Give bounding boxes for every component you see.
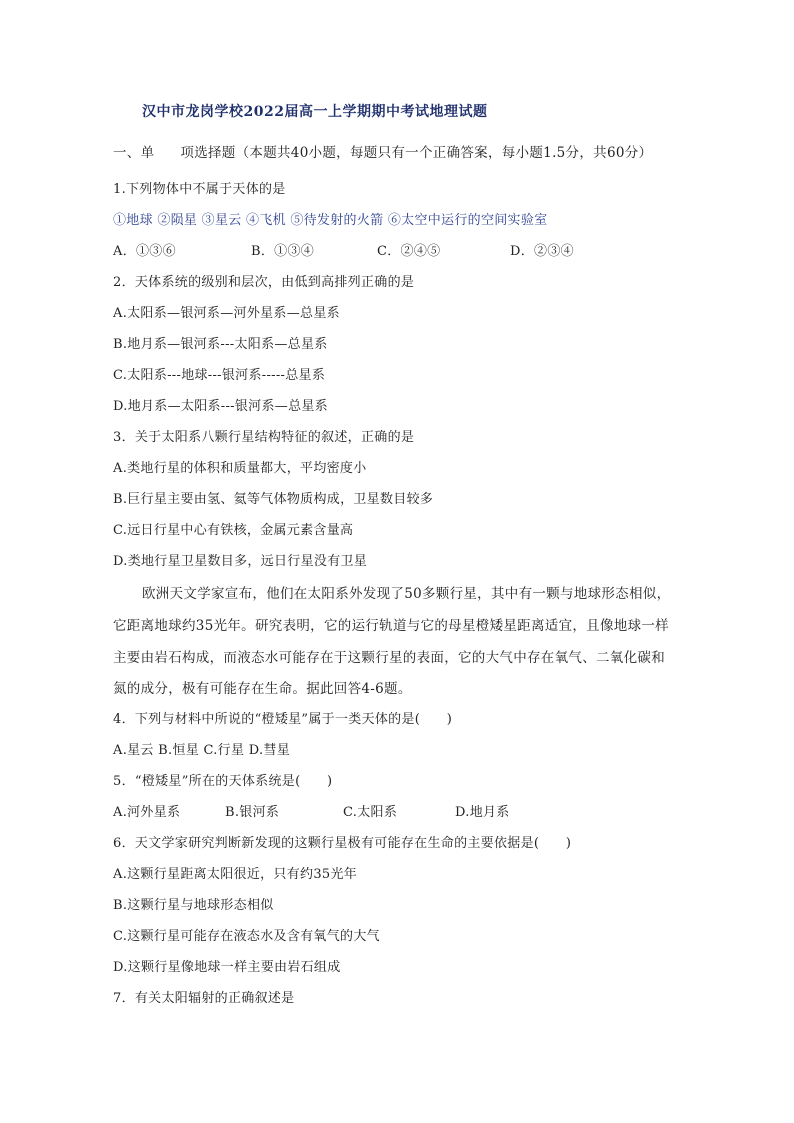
section-heading — [113, 143, 652, 163]
q5-option-b: B.银河系 — [225, 805, 280, 820]
q2-stem: 2．天体系统的级别和层次，由低到高排列正确的是 — [113, 275, 415, 290]
q3-stem: 3．关于太阳系八颗行星结构特征的叙述，正确的是 — [113, 430, 415, 445]
q6-option-a: A.这颗行星距离太阳很近，只有约35光年 — [113, 867, 358, 882]
q6-option-c: C.这颗行星可能存在液态水及含有氧气的大气 — [113, 929, 380, 944]
q2-option-a: A.太阳系—银河系—河外星系—总星系 — [113, 306, 340, 321]
material-line-3: 主要由岩石构成，而液态水可能存在于这颗行星的表面，它的大气中存在氧气、二氧化碳和 — [113, 650, 665, 666]
material-line-4: 氮的成分，极有可能存在生命。据此回答4-6题。 — [113, 681, 412, 697]
q2-option-c: C.太阳系---地球---银河系-----总星系 — [113, 368, 326, 383]
q2-option-b: B.地月系—银河系---太阳系—总星系 — [113, 337, 328, 352]
q1-option-c: C．②④⑤ — [377, 244, 441, 259]
q1-answers — [113, 242, 574, 262]
q6-option-d: D.这颗行星像地球一样主要由岩石组成 — [113, 960, 341, 975]
q5-option-d: D.地月系 — [455, 805, 510, 820]
q4-stem: 4．下列与材料中所说的“橙矮星”属于一类天体的是( ) — [113, 712, 453, 727]
q5-stem: 5．“橙矮星”所在的天体系统是( ) — [113, 774, 333, 789]
q2-option-d: D.地月系—太阳系---银河系—总星系 — [113, 399, 328, 414]
exam-title: 汉中市龙岗学校2022届高一上学期期中考试地理试题 — [142, 104, 488, 120]
q1-option-d: D．②③④ — [510, 244, 574, 259]
q3-option-a: A.类地行星的体积和质量都大，平均密度小 — [113, 461, 367, 476]
q3-option-d: D.类地行星卫星数目多，远日行星没有卫星 — [113, 554, 368, 569]
q1-stem: 1.下列物体中不属于天体的是 — [113, 182, 286, 197]
q5-answers — [113, 803, 510, 823]
q1-option-a: A．①③⑥ — [113, 244, 176, 259]
q3-option-b: B.巨行星主要由氢、氦等气体物质构成，卫星数目较多 — [113, 492, 434, 507]
q5-option-a: A.河外星系 — [113, 805, 181, 820]
q1-option-b: B．①③④ — [251, 244, 315, 259]
q6-stem: 6．天文学家研究判断新发现的这颗行星极有可能存在生命的主要依据是( ) — [113, 836, 572, 851]
q7-stem: 7．有关太阳辐射的正确叙述是 — [113, 991, 295, 1006]
q5-option-c: C.太阳系 — [343, 805, 398, 820]
section-head: 一、单 — [113, 145, 155, 161]
q1-items: ①地球 ②陨星 ③星云 ④飞机 ⑤待发射的火箭 ⑥太空中运行的空间实验室 — [113, 213, 548, 228]
q4-options: A.星云 B.恒星 C.行星 D.彗星 — [113, 743, 291, 758]
material-line-2: 它距离地球约35光年。研究表明，它的运行轨道与它的母星橙矮星距离适宜，且像地球一样 — [113, 618, 669, 634]
section-rest: 项选择题（本题共40小题，每题只有一个正确答案，每小题1.5分，共60分） — [180, 145, 653, 161]
q6-option-b: B.这颗行星与地球形态相似 — [113, 898, 274, 913]
material-line-1: 欧洲天文学家宣布，他们在太阳系外发现了50多颗行星，其中有一颗与地球形态相似， — [142, 586, 671, 602]
q3-option-c: C.远日行星中心有铁核，金属元素含量高 — [113, 523, 354, 538]
